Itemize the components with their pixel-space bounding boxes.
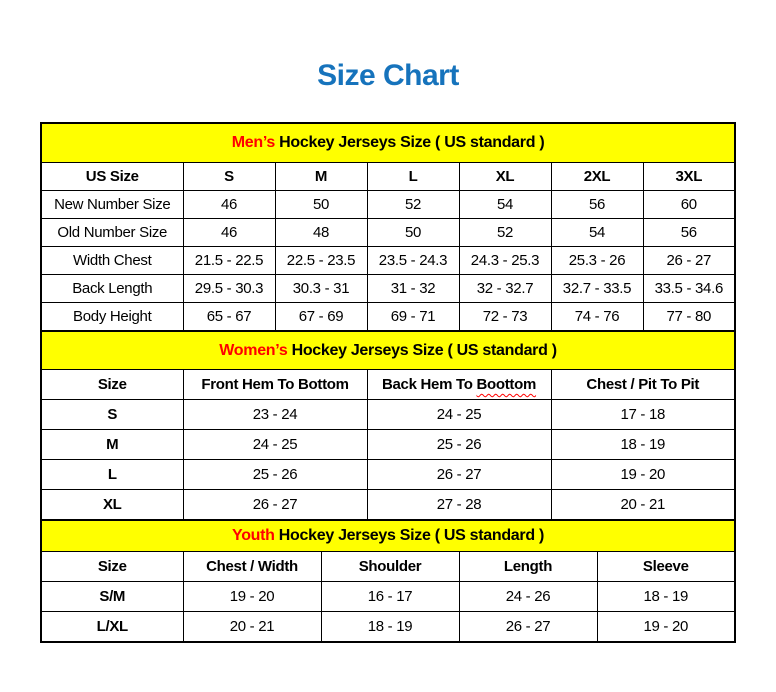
column-header: 2XL: [551, 163, 643, 191]
table-row: [41, 430, 735, 460]
size-chart-tables: [40, 122, 735, 643]
size-value-cell: 25 - 26: [367, 430, 551, 460]
size-value-cell: 21.5 - 22.5: [183, 247, 275, 275]
table-row: [41, 460, 735, 490]
size-value-cell: 65 - 67: [183, 303, 275, 332]
size-value-cell: 48: [275, 219, 367, 247]
size-value-cell: 29.5 - 30.3: [183, 275, 275, 303]
size-value-cell: 54: [459, 191, 551, 219]
column-header: US Size: [41, 163, 183, 191]
size-value-cell: 24 - 25: [183, 430, 367, 460]
size-value-cell: 26 - 27: [459, 612, 597, 643]
size-value-cell: 27 - 28: [367, 490, 551, 521]
size-value-cell: 24.3 - 25.3: [459, 247, 551, 275]
size-value-cell: 18 - 19: [551, 430, 735, 460]
column-header: Chest / Width: [183, 552, 321, 582]
size-value-cell: 33.5 - 34.6: [643, 275, 735, 303]
column-header: Sleeve: [597, 552, 735, 582]
size-value-cell: 20 - 21: [183, 612, 321, 643]
size-value-cell: 56: [643, 219, 735, 247]
mens-size-table: [40, 122, 736, 332]
youth-section-title: [41, 520, 735, 552]
size-value-cell: 52: [459, 219, 551, 247]
spellcheck-squiggle-word: Boottom: [476, 376, 537, 393]
table-row: [41, 275, 735, 303]
size-value-cell: 77 - 80: [643, 303, 735, 332]
column-header: L: [367, 163, 459, 191]
row-label: S: [41, 400, 183, 430]
size-value-cell: 26 - 27: [643, 247, 735, 275]
page-title: Size Chart: [317, 59, 459, 92]
size-value-cell: 25 - 26: [183, 460, 367, 490]
size-value-cell: 22.5 - 23.5: [275, 247, 367, 275]
size-value-cell: 46: [183, 219, 275, 247]
size-value-cell: 50: [275, 191, 367, 219]
row-label: L: [41, 460, 183, 490]
size-value-cell: 31 - 32: [367, 275, 459, 303]
size-value-cell: 24 - 26: [459, 582, 597, 612]
size-value-cell: 30.3 - 31: [275, 275, 367, 303]
womens-section-title: [41, 331, 735, 370]
size-value-cell: 26 - 27: [367, 460, 551, 490]
size-value-cell: 20 - 21: [551, 490, 735, 521]
size-value-cell: 19 - 20: [183, 582, 321, 612]
column-header: 3XL: [643, 163, 735, 191]
size-value-cell: 74 - 76: [551, 303, 643, 332]
mens-band-row: [41, 123, 735, 163]
size-value-cell: 26 - 27: [183, 490, 367, 521]
youth-band-row: [41, 520, 735, 552]
mens-section-title-rest: Hockey Jerseys Size ( US standard ): [275, 134, 545, 151]
womens-section-title-rest: Hockey Jerseys Size ( US standard ): [287, 341, 557, 359]
table-row: [41, 303, 735, 332]
mens-section-title: [41, 123, 735, 163]
row-label: Width Chest: [41, 247, 183, 275]
size-value-cell: 72 - 73: [459, 303, 551, 332]
size-value-cell: 23 - 24: [183, 400, 367, 430]
size-value-cell: 25.3 - 26: [551, 247, 643, 275]
row-label: M: [41, 430, 183, 460]
size-value-cell: 50: [367, 219, 459, 247]
row-label: XL: [41, 490, 183, 521]
column-header: S: [183, 163, 275, 191]
womens-band-row: [41, 331, 735, 370]
size-value-cell: 52: [367, 191, 459, 219]
column-header: Front Hem To Bottom: [183, 370, 367, 400]
size-value-cell: 69 - 71: [367, 303, 459, 332]
size-value-cell: 32.7 - 33.5: [551, 275, 643, 303]
column-header: Chest / Pit To Pit: [551, 370, 735, 400]
size-value-cell: 56: [551, 191, 643, 219]
mens-header-row: [41, 163, 735, 191]
row-label: L/XL: [41, 612, 183, 643]
column-header: XL: [459, 163, 551, 191]
row-label: Back Length: [41, 275, 183, 303]
size-value-cell: 18 - 19: [597, 582, 735, 612]
row-label: Body Height: [41, 303, 183, 332]
size-value-cell: 18 - 19: [321, 612, 459, 643]
table-row: [41, 612, 735, 643]
column-header: Shoulder: [321, 552, 459, 582]
size-value-cell: 32 - 32.7: [459, 275, 551, 303]
youth-header-row: [41, 552, 735, 582]
size-value-cell: 16 - 17: [321, 582, 459, 612]
column-header: M: [275, 163, 367, 191]
size-value-cell: 67 - 69: [275, 303, 367, 332]
mens-section-title-highlight: Men’s: [231, 134, 276, 151]
size-value-cell: 46: [183, 191, 275, 219]
size-value-cell: 54: [551, 219, 643, 247]
youth-size-table: [40, 519, 736, 643]
womens-size-table: [40, 330, 736, 521]
size-value-cell: 23.5 - 24.3: [367, 247, 459, 275]
back-hem-label-prefix: Back Hem To: [381, 376, 477, 393]
size-value-cell: 17 - 18: [551, 400, 735, 430]
table-row: [41, 247, 735, 275]
table-row: [41, 191, 735, 219]
size-value-cell: 19 - 20: [597, 612, 735, 643]
table-row: [41, 582, 735, 612]
size-value-cell: 19 - 20: [551, 460, 735, 490]
table-row: [41, 219, 735, 247]
size-value-cell: 60: [643, 191, 735, 219]
womens-section-title-highlight: Women’s: [219, 341, 288, 359]
table-row: [41, 400, 735, 430]
column-header: Length: [459, 552, 597, 582]
row-label: S/M: [41, 582, 183, 612]
row-label: New Number Size: [41, 191, 183, 219]
column-header: Size: [41, 370, 183, 400]
column-header-back-hem: [367, 370, 551, 400]
column-header: Size: [41, 552, 183, 582]
row-label: Old Number Size: [41, 219, 183, 247]
table-row: [41, 490, 735, 521]
youth-section-title-rest: Hockey Jerseys Size ( US standard ): [274, 527, 544, 544]
youth-section-title-highlight: Youth: [232, 527, 275, 544]
size-value-cell: 24 - 25: [367, 400, 551, 430]
womens-header-row: [41, 370, 735, 400]
